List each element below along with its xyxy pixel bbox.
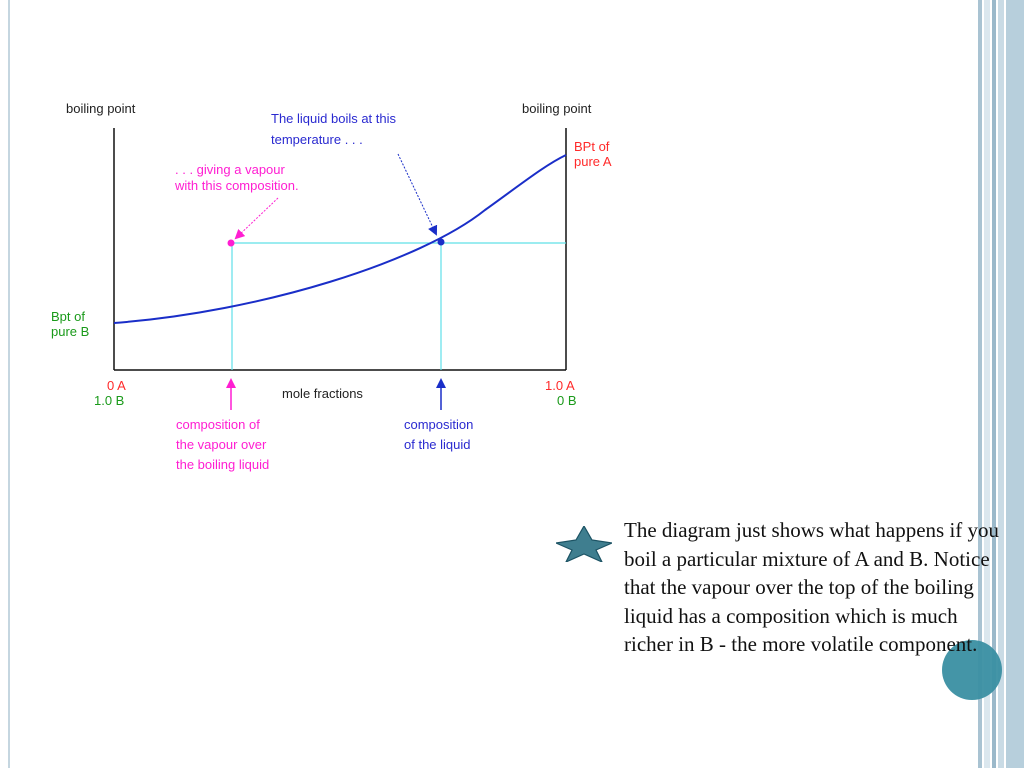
liquid-composition-label-line2: of the liquid	[404, 437, 471, 452]
vapour-composition-label-line1: composition of	[176, 417, 260, 432]
left-end-a-label: 0 A	[107, 378, 126, 393]
left-axis-title: boiling point	[66, 101, 136, 116]
liquid-boils-arrow	[398, 154, 436, 234]
bpt-b-label-line2: pure B	[51, 324, 90, 339]
bpt-b-label-line1: Bpt of	[51, 309, 85, 324]
giving-vapour-arrow	[236, 198, 278, 238]
bullet-text: The diagram just shows what happens if you boil a particular mixture of A and B. Notice that the vapour over the top of the boiling liquid has a composition which is much richer in B - the more volatile component.	[624, 518, 1000, 656]
liquid-composition-label-line1: composition	[404, 417, 474, 432]
giving-vapour-label-line2: with this composition.	[175, 178, 299, 193]
vapour-composition-label-line2: the vapour over	[176, 437, 267, 452]
star-icon	[556, 526, 612, 562]
liquid-boils-label-line2: temperature . . .	[271, 132, 363, 147]
boiling-point-diagram	[0, 0, 660, 500]
liquid-boils-label-line1: The liquid boils at this	[271, 111, 397, 126]
x-axis-label: mole fractions	[282, 386, 363, 401]
vapour-composition-label-line3: the boiling liquid	[176, 457, 270, 472]
right-end-a-label: 1.0 A	[545, 378, 575, 393]
bpt-a-label-line2: pure A	[574, 154, 612, 169]
liquid-boiling-point-marker	[438, 239, 445, 246]
left-end-b-label: 1.0 B	[94, 393, 125, 408]
right-axis-title: boiling point	[522, 101, 592, 116]
vapour-composition-marker	[228, 240, 235, 247]
bpt-a-label-line1: BPt of	[574, 139, 610, 154]
giving-vapour-label-line1: . . . giving a vapour	[175, 162, 285, 177]
right-end-b-label: 0 B	[557, 393, 577, 408]
